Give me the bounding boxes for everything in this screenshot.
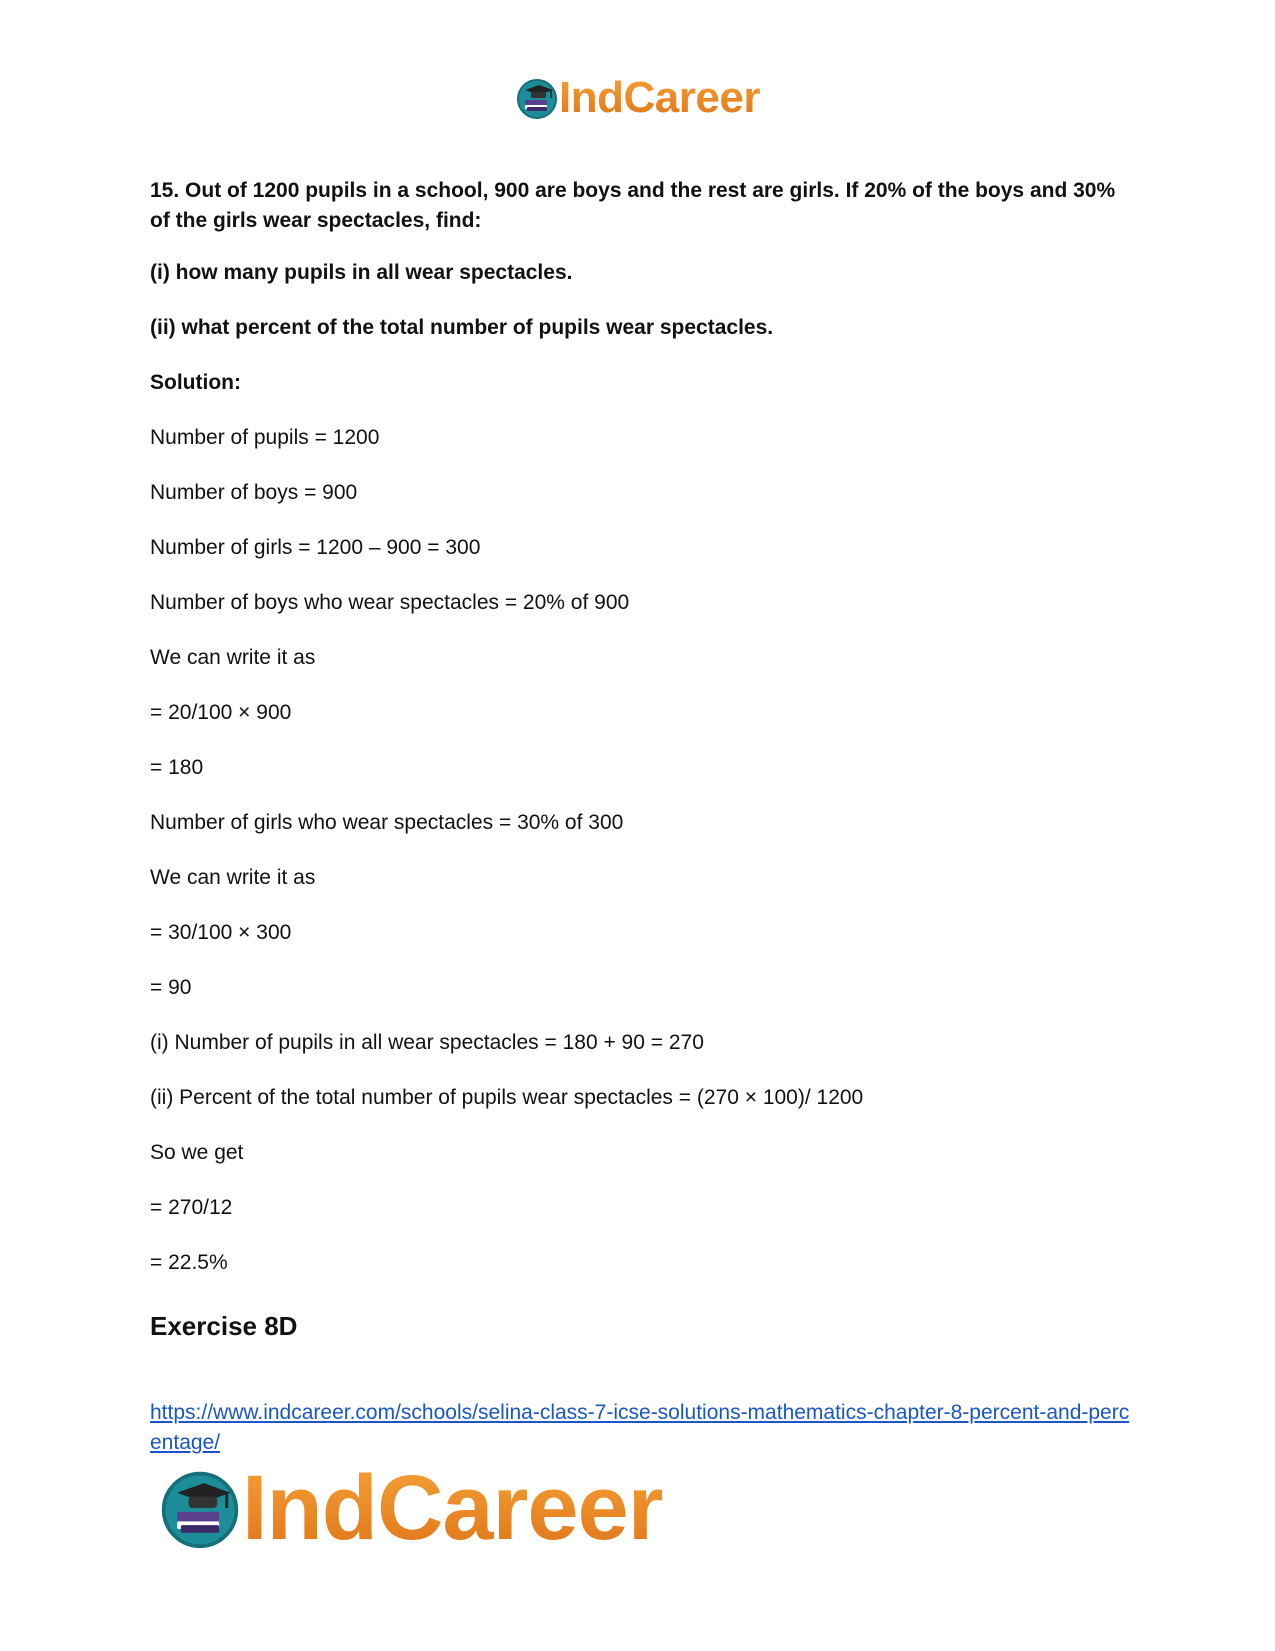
indcareer-logo	[158, 1457, 663, 1559]
solution-line: = 180	[150, 756, 204, 779]
solution-line: We can write it as	[150, 646, 316, 669]
header-logo	[0, 73, 1275, 122]
solution-line: Number of girls who wear spectacles = 30% of 300	[150, 811, 624, 834]
logo-text: IndCareer	[559, 73, 760, 122]
solution-line: = 90	[150, 976, 192, 999]
solution-line: We can write it as	[150, 866, 316, 889]
document-body	[150, 176, 1130, 1342]
solution-line: Number of boys who wear spectacles = 20% of 900	[150, 591, 630, 614]
question-text: 15. Out of 1200 pupils in a school, 900 are boys and the rest are girls. If 20% of the boys and 30% of the girls wear spectacles, find:	[150, 179, 1116, 232]
footer-logo	[158, 1457, 663, 1559]
solution-line: (ii) Percent of the total number of pupils wear spectacles = (270 × 100)/ 1200	[150, 1086, 864, 1109]
exercise-heading: Exercise 8D	[150, 1311, 298, 1341]
solution-line: Number of pupils = 1200	[150, 426, 380, 449]
indcareer-logo	[515, 73, 760, 122]
solution-line: = 20/100 × 900	[150, 701, 292, 724]
solution-line: Number of boys = 900	[150, 481, 358, 504]
question-part-2: (ii) what percent of the total number of pupils wear spectacles.	[150, 316, 774, 339]
logo-text: IndCareer	[242, 1457, 663, 1559]
book-graduation-cap-icon	[158, 1466, 242, 1550]
solution-line: (i) Number of pupils in all wear spectacles = 180 + 90 = 270	[150, 1031, 704, 1054]
solution-heading: Solution:	[150, 371, 241, 394]
solution-line: = 22.5%	[150, 1251, 228, 1274]
solution-line: = 270/12	[150, 1196, 233, 1219]
solution-line: So we get	[150, 1141, 244, 1164]
solution-line: Number of girls = 1200 – 900 = 300	[150, 536, 481, 559]
solution-line: = 30/100 × 300	[150, 921, 292, 944]
question-part-1: (i) how many pupils in all wear spectacles.	[150, 261, 573, 284]
book-graduation-cap-icon	[515, 76, 559, 120]
source-link[interactable]: https://www.indcareer.com/schools/selina-class-7-icse-solutions-mathematics-chapter-8-percent-and-percentage/	[150, 1401, 1130, 1454]
